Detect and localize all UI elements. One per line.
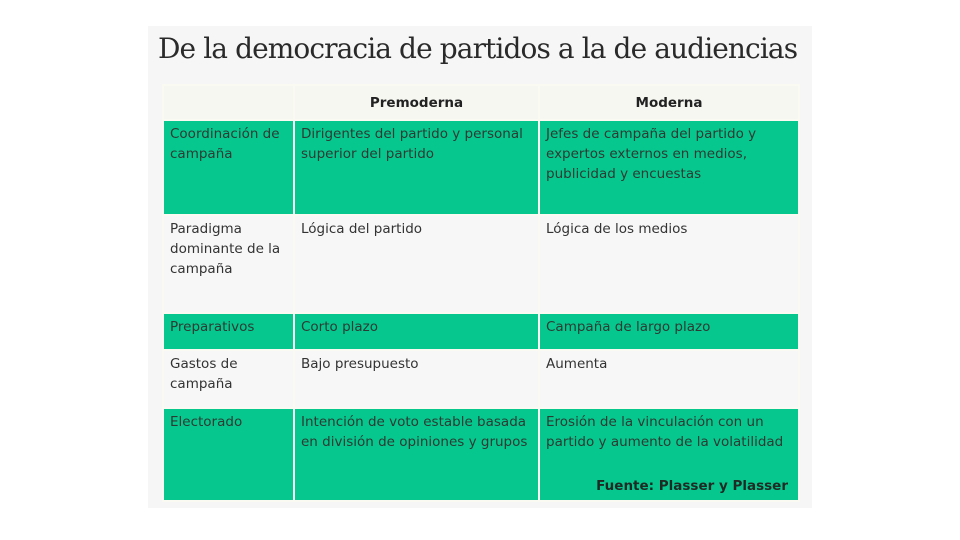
comparison-table bbox=[162, 84, 800, 502]
slide-title: De la democracia de partidos a la de audiencias bbox=[158, 32, 798, 65]
row-label: Gastos de campaña bbox=[163, 350, 294, 408]
source-note: Fuente: Plasser y Plasser bbox=[596, 478, 788, 494]
cell-moderna: Aumenta bbox=[539, 350, 799, 408]
header-cell-premoderna: Premoderna bbox=[294, 85, 539, 120]
cell-moderna-text: Erosión de la vinculación con un partido y aumento de la volatilidad bbox=[546, 414, 784, 450]
cell-premoderna: Lógica del partido bbox=[294, 215, 539, 313]
table-row bbox=[163, 120, 799, 215]
table-row bbox=[163, 408, 799, 501]
header-cell-empty bbox=[163, 85, 294, 120]
cell-premoderna: Bajo presupuesto bbox=[294, 350, 539, 408]
row-label: Paradigma dominante de la campaña bbox=[163, 215, 294, 313]
table-row bbox=[163, 215, 799, 313]
table-header-row bbox=[163, 85, 799, 120]
header-cell-moderna: Moderna bbox=[539, 85, 799, 120]
row-label: Electorado bbox=[163, 408, 294, 501]
cell-moderna: Jefes de campaña del partido y expertos externos en medios, publicidad y encuestas bbox=[539, 120, 799, 215]
table-row bbox=[163, 313, 799, 350]
row-label: Coordinación de campaña bbox=[163, 120, 294, 215]
cell-moderna: Lógica de los medios bbox=[539, 215, 799, 313]
row-label: Preparativos bbox=[163, 313, 294, 350]
cell-premoderna: Dirigentes del partido y personal superior del partido bbox=[294, 120, 539, 215]
cell-premoderna: Corto plazo bbox=[294, 313, 539, 350]
cell-moderna bbox=[539, 408, 799, 501]
table-row bbox=[163, 350, 799, 408]
cell-moderna: Campaña de largo plazo bbox=[539, 313, 799, 350]
cell-premoderna: Intención de voto estable basada en división de opiniones y grupos bbox=[294, 408, 539, 501]
